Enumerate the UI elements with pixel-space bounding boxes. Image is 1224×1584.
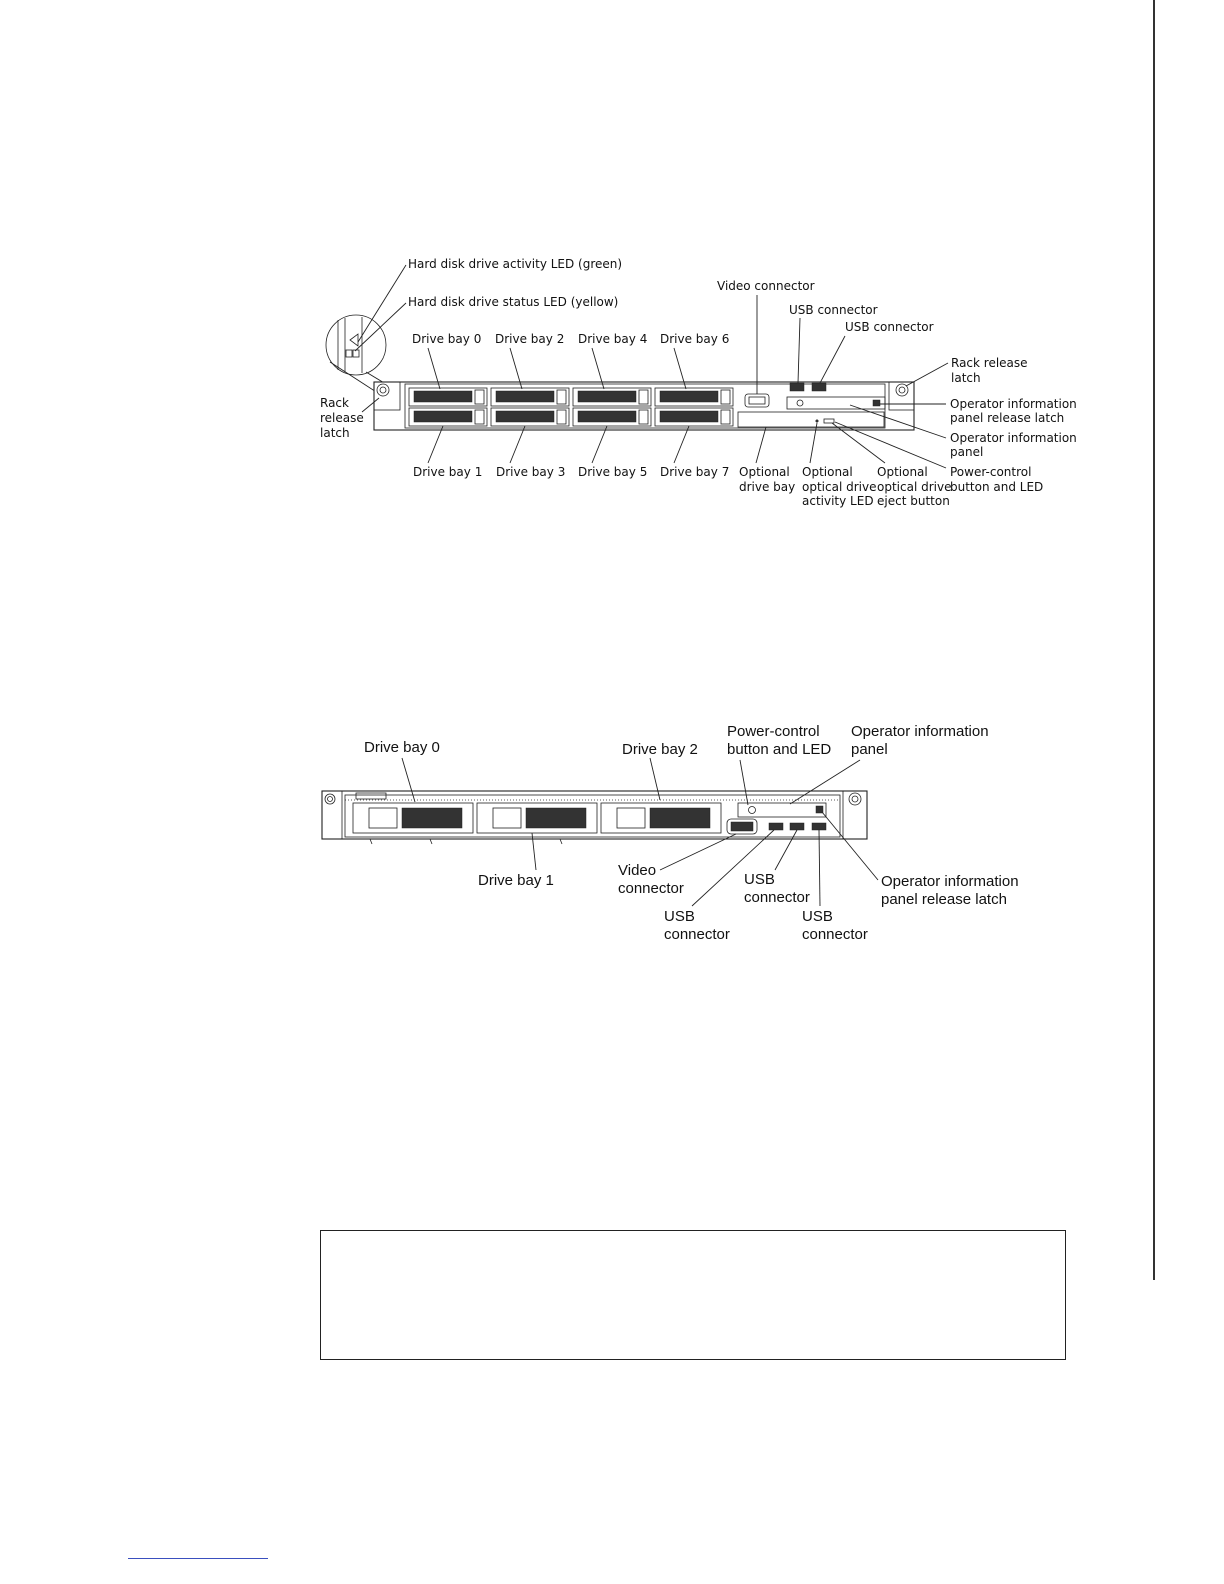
label-optional-drive-bay: Optional drive bay [739,465,796,494]
label-usb-connector-2: USB connector [845,320,934,334]
footer-link-rule [128,1558,268,1559]
usb-connector-2a [769,823,783,830]
figure-2-three-drive-front-view [322,723,1023,943]
label-rack-release-latch-right: Rack release latch [951,356,1028,385]
label-optional-optical-activity-led: Optional optical drive activity LED [802,465,877,508]
label-rack-release-latch-left: Rack release latch [320,396,364,440]
label-fig2-video-connector: Video connector [618,862,684,897]
label-drive-bay-3: Drive bay 3 [496,465,566,479]
label-drive-bay-7: Drive bay 7 [660,465,730,479]
label-optional-optical-eject: Optional optical drive eject button [877,465,952,508]
label-fig2-drive-bay-0: Drive bay 0 [364,739,440,756]
label-drive-bay-0: Drive bay 0 [412,332,482,346]
label-operator-panel: Operator information panel [950,431,1077,459]
label-drive-bay-2: Drive bay 2 [495,332,565,346]
label-fig2-power-control: Power-control button and LED [727,723,832,758]
label-hdd-status-led: Hard disk drive status LED (yellow) [408,295,619,309]
label-fig2-usb-connector-b: USB connector [744,871,810,906]
label-fig2-operator-panel-release-latch: Operator information panel release latch [881,873,1019,908]
label-drive-bay-1: Drive bay 1 [413,465,483,479]
label-drive-bay-6: Drive bay 6 [660,332,730,346]
figure-1-eight-drive-front-view [320,257,1081,508]
label-drive-bay-4: Drive bay 4 [578,332,648,346]
label-fig2-usb-connector-c: USB connector [802,908,868,943]
label-fig2-operator-panel: Operator information panel [851,723,989,758]
label-video-connector: Video connector [717,279,815,293]
label-drive-bay-5: Drive bay 5 [578,465,648,479]
label-usb-connector-1: USB connector [789,303,878,317]
label-hdd-activity-led: Hard disk drive activity LED (green) [408,257,623,271]
label-fig2-drive-bay-2: Drive bay 2 [622,741,698,758]
label-fig2-usb-connector-a: USB connector [664,908,730,943]
label-fig2-drive-bay-1: Drive bay 1 [478,872,554,889]
note-box [320,1230,1066,1360]
label-operator-panel-release-latch: Operator information panel release latch [950,397,1077,425]
usb-connector-1b [812,383,826,391]
usb-connector-2c [812,823,826,830]
usb-connector-2b [790,823,804,830]
usb-connector-1a [790,383,804,391]
label-power-control: Power-control button and LED [950,465,1044,494]
